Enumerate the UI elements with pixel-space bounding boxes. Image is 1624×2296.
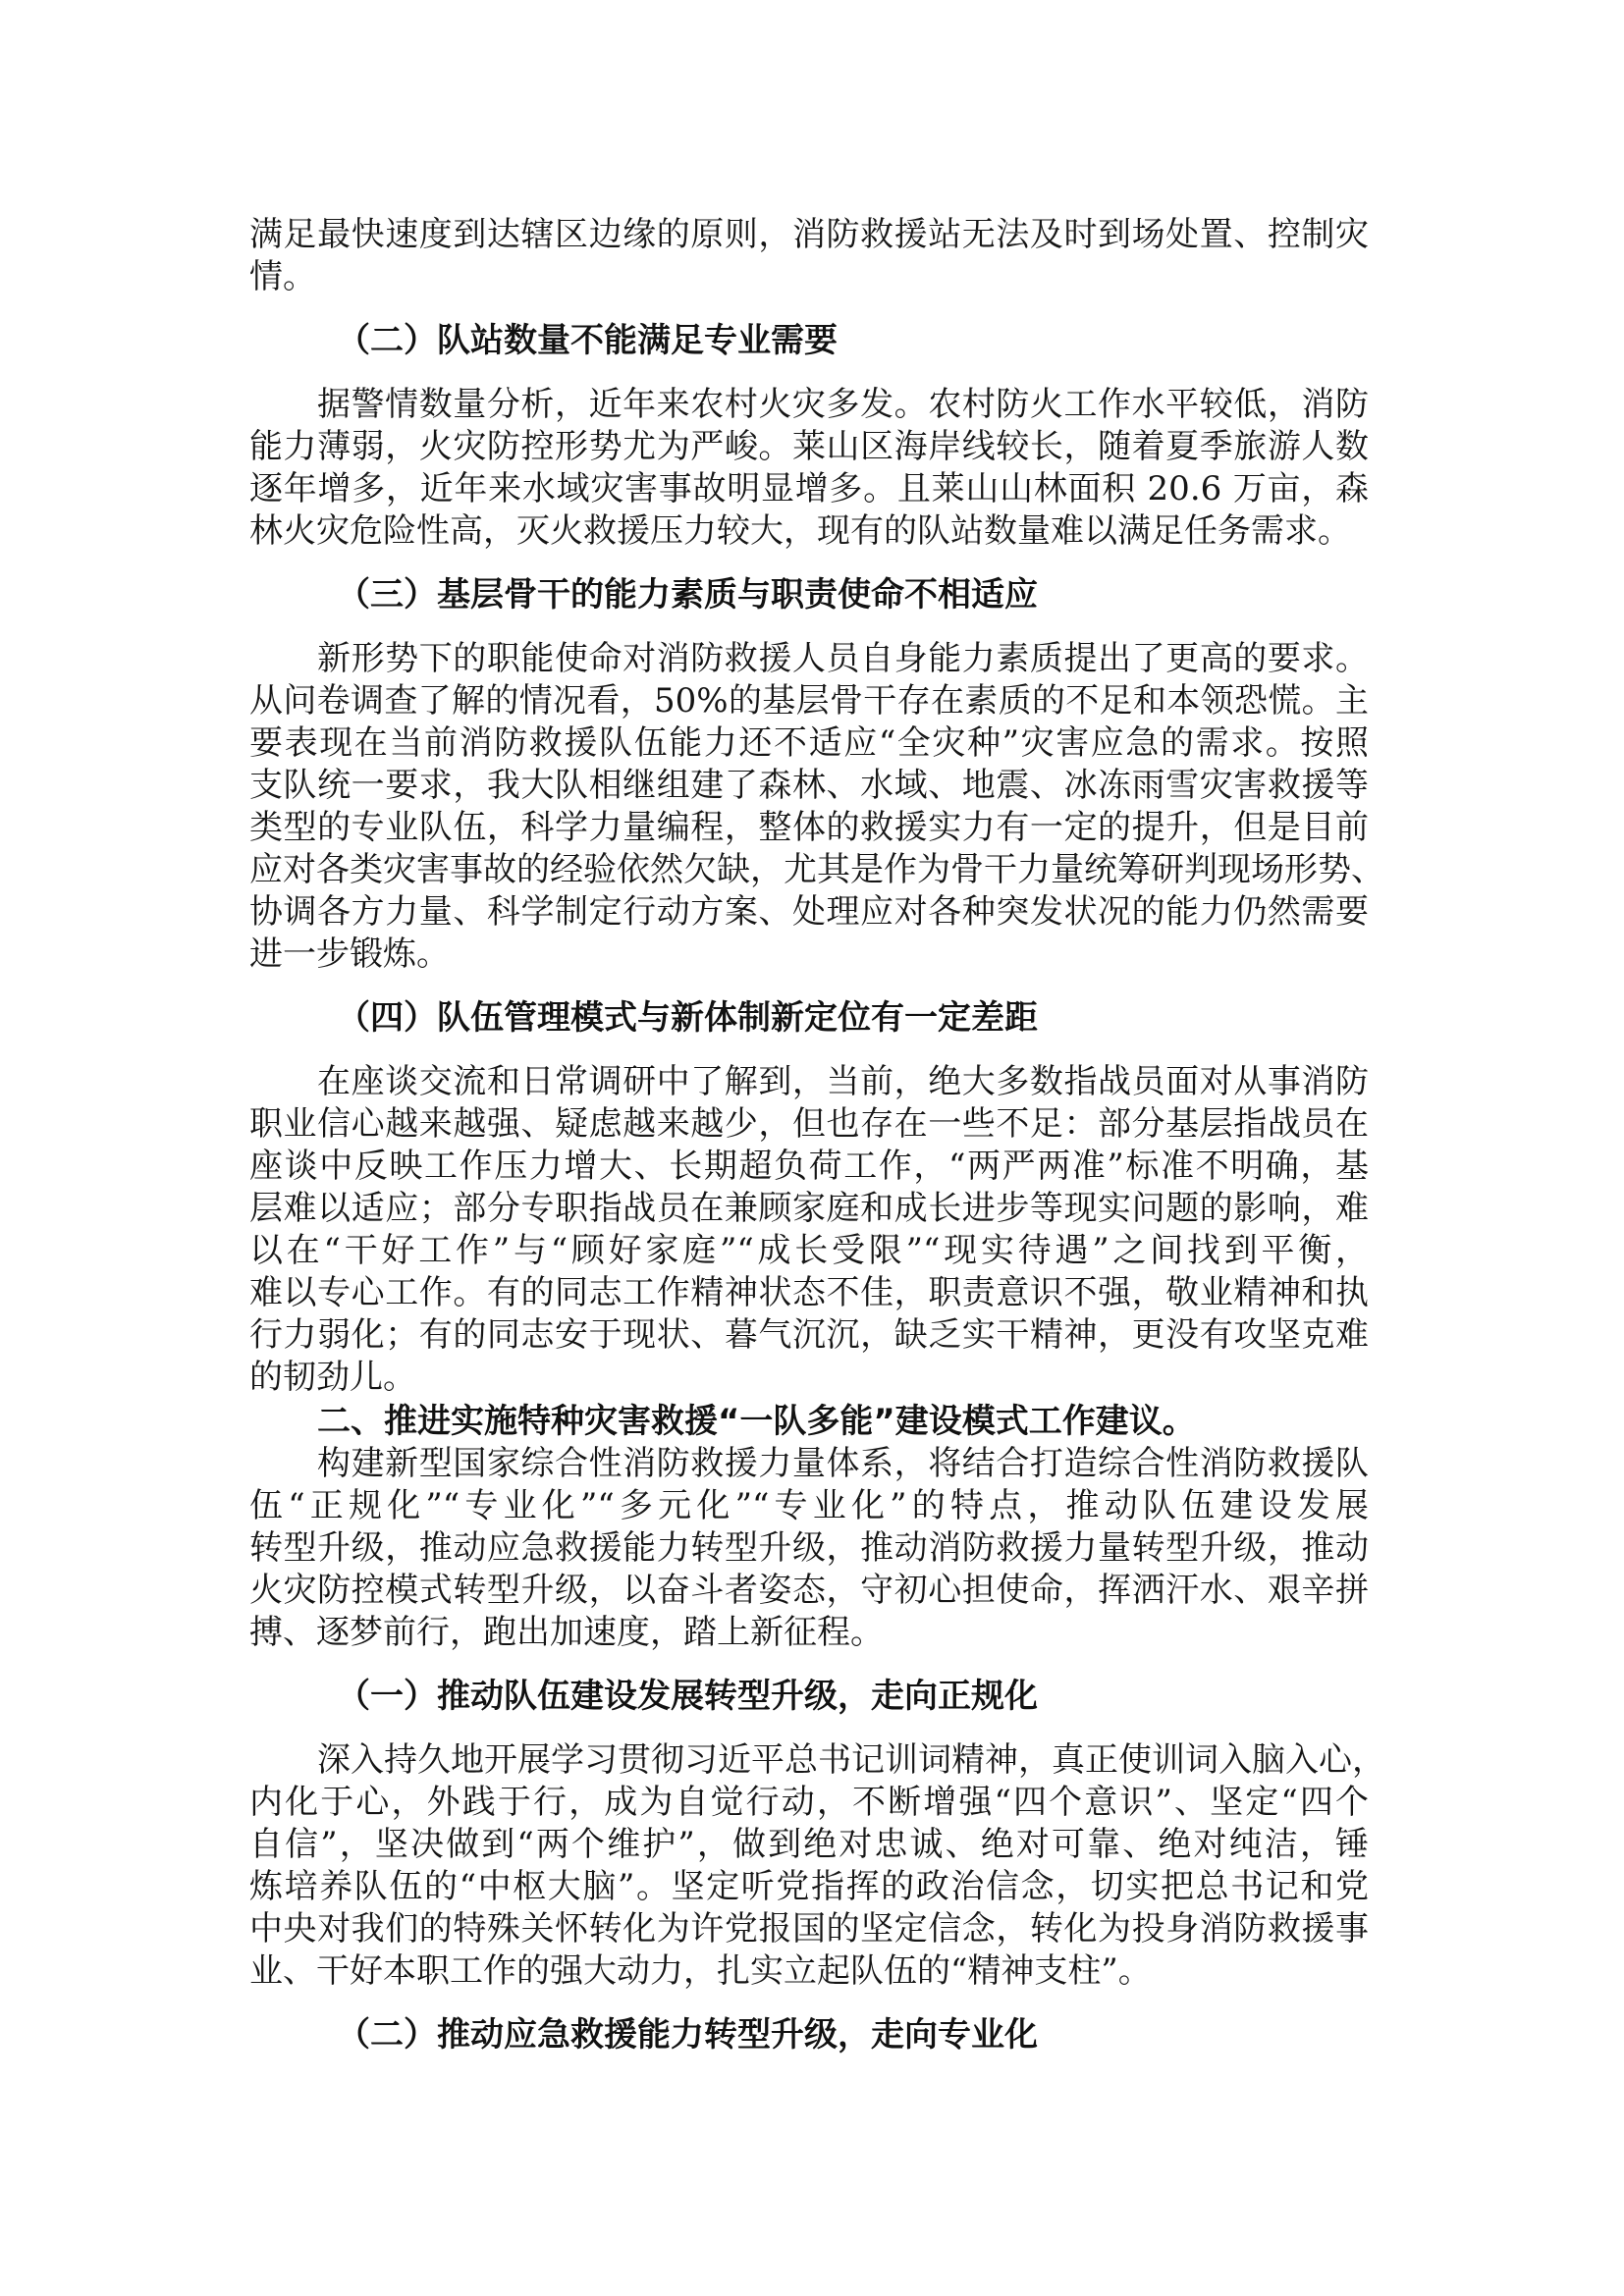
paragraph-line: 应对各类灾害事故的经验依然欠缺，尤其是作为骨干力量统筹研判现场形势、 — [249, 850, 1384, 889]
paragraph — [249, 1061, 1369, 1399]
paragraph-line: 满足最快速度到达辖区边缘的原则，消防救援站无法及时到场处置、控制灾 — [249, 215, 1369, 254]
subsection-heading: （四）队伍管理模式与新体制新定位有一定差距 — [337, 998, 1038, 1038]
paragraph-line: 支队统一要求，我大队相继组建了森林、水域、地震、冰冻雨雪灾害救援等 — [249, 766, 1369, 805]
paragraph-line: 转型升级，推动应急救援能力转型升级，推动消防救援力量转型升级，推动 — [249, 1528, 1369, 1568]
section-heading: 二、推进实施特种灾害救援“一队多能”建设模式工作建议。 — [317, 1402, 1196, 1441]
paragraph-line: 进一步锻炼。 — [249, 934, 450, 974]
paragraph-line: 行力弱化；有的同志安于现状、暮气沉沉，缺乏实干精神，更没有攻坚克难 — [249, 1315, 1369, 1355]
paragraph-line: 层难以适应；部分专职指战员在兼顾家庭和成长进步等现实问题的影响，难 — [249, 1189, 1369, 1228]
paragraph-line: 内化于心，外践于行，成为自觉行动，不断增强“四个意识”、坚定“四个 — [249, 1783, 1369, 1822]
paragraph-line: 以在“干好工作”与“顾好家庭”“成长受限”“现实待遇”之间找到平衡， — [249, 1231, 1369, 1270]
paragraph-line: 的韧劲儿。 — [249, 1358, 416, 1397]
paragraph-line: 协调各方力量、科学制定行动方案、处理应对各种突发状况的能力仍然需要 — [249, 892, 1369, 932]
document-page — [249, 214, 1385, 2078]
paragraph-line: 自信”，坚决做到“两个维护”，做到绝对忠诚、绝对可靠、绝对纯洁，锤 — [249, 1825, 1369, 1864]
paragraph-line: 逐年增多，近年来水域灾害事故明显增多。且莱山山林面积 20.6 万亩，森 — [249, 469, 1369, 508]
paragraph-line: 座谈中反映工作压力增大、长期超负荷工作，“两严两准”标准不明确，基 — [249, 1147, 1369, 1186]
paragraph-line: 伍“正规化”“专业化”“多元化”“专业化”的特点，推动队伍建设发展 — [249, 1486, 1369, 1525]
subsection-heading: （三）基层骨干的能力素质与职责使命不相适应 — [337, 575, 1038, 614]
subsection-heading: （一）推动队伍建设发展转型升级，走向正规化 — [337, 1677, 1038, 1716]
paragraph-line: 从问卷调查了解的情况看，50%的基层骨干存在素质的不足和本领恐慌。主 — [249, 681, 1369, 721]
paragraph-line: 火灾防控模式转型升级，以奋斗者姿态，守初心担使命，挥洒汗水、艰辛拼 — [249, 1571, 1369, 1610]
paragraph — [249, 214, 1369, 298]
paragraph — [249, 1443, 1369, 1654]
paragraph-line: 在座谈交流和日常调研中了解到，当前，绝大多数指战员面对从事消防 — [317, 1062, 1369, 1101]
paragraph-line: 林火灾危险性高，灭火救援压力较大，现有的队站数量难以满足任务需求。 — [249, 511, 1351, 551]
paragraph-line: 炼培养队伍的“中枢大脑”。坚定听党指挥的政治信念，切实把总书记和党 — [249, 1867, 1369, 1906]
paragraph-line: 难以专心工作。有的同志工作精神状态不佳，职责意识不强，敬业精神和执 — [249, 1273, 1369, 1312]
paragraph-line: 构建新型国家综合性消防救援力量体系，将结合打造综合性消防救援队 — [317, 1444, 1369, 1483]
paragraph-line: 新形势下的职能使命对消防救援人员自身能力素质提出了更高的要求。 — [317, 639, 1369, 678]
paragraph-line: 深入持久地开展学习贯彻习近平总书记训词精神，真正使训词入脑入心， — [317, 1740, 1385, 1780]
subsection-heading: （二）推动应急救援能力转型升级，走向专业化 — [337, 2015, 1038, 2055]
paragraph-line: 职业信心越来越强、疑虑越来越少，但也存在一些不足：部分基层指战员在 — [249, 1104, 1369, 1144]
paragraph-line: 业、干好本职工作的强大动力，扎实立起队伍的“精神支柱”。 — [249, 1951, 1152, 1991]
paragraph — [249, 1739, 1385, 1993]
paragraph-line: 情。 — [249, 257, 316, 296]
paragraph-line: 要表现在当前消防救援队伍能力还不适应“全灾种”灾害应急的需求。按照 — [249, 723, 1369, 763]
paragraph-line: 据警情数量分析，近年来农村火灾多发。农村防火工作水平较低，消防 — [317, 385, 1369, 424]
paragraph-line: 中央对我们的特殊关怀转化为许党报国的坚定信念，转化为投身消防救援事 — [249, 1909, 1369, 1949]
paragraph-line: 类型的专业队伍，科学力量编程，整体的救援实力有一定的提升，但是目前 — [249, 808, 1369, 847]
paragraph-line: 搏、逐梦前行，跑出加速度，踏上新征程。 — [249, 1613, 884, 1652]
subsection-heading: （二）队站数量不能满足专业需要 — [337, 321, 838, 360]
paragraph-line: 能力薄弱，火灾防控形势尤为严峻。莱山区海岸线较长，随着夏季旅游人数 — [249, 427, 1369, 466]
paragraph — [249, 384, 1369, 553]
paragraph — [249, 638, 1384, 976]
